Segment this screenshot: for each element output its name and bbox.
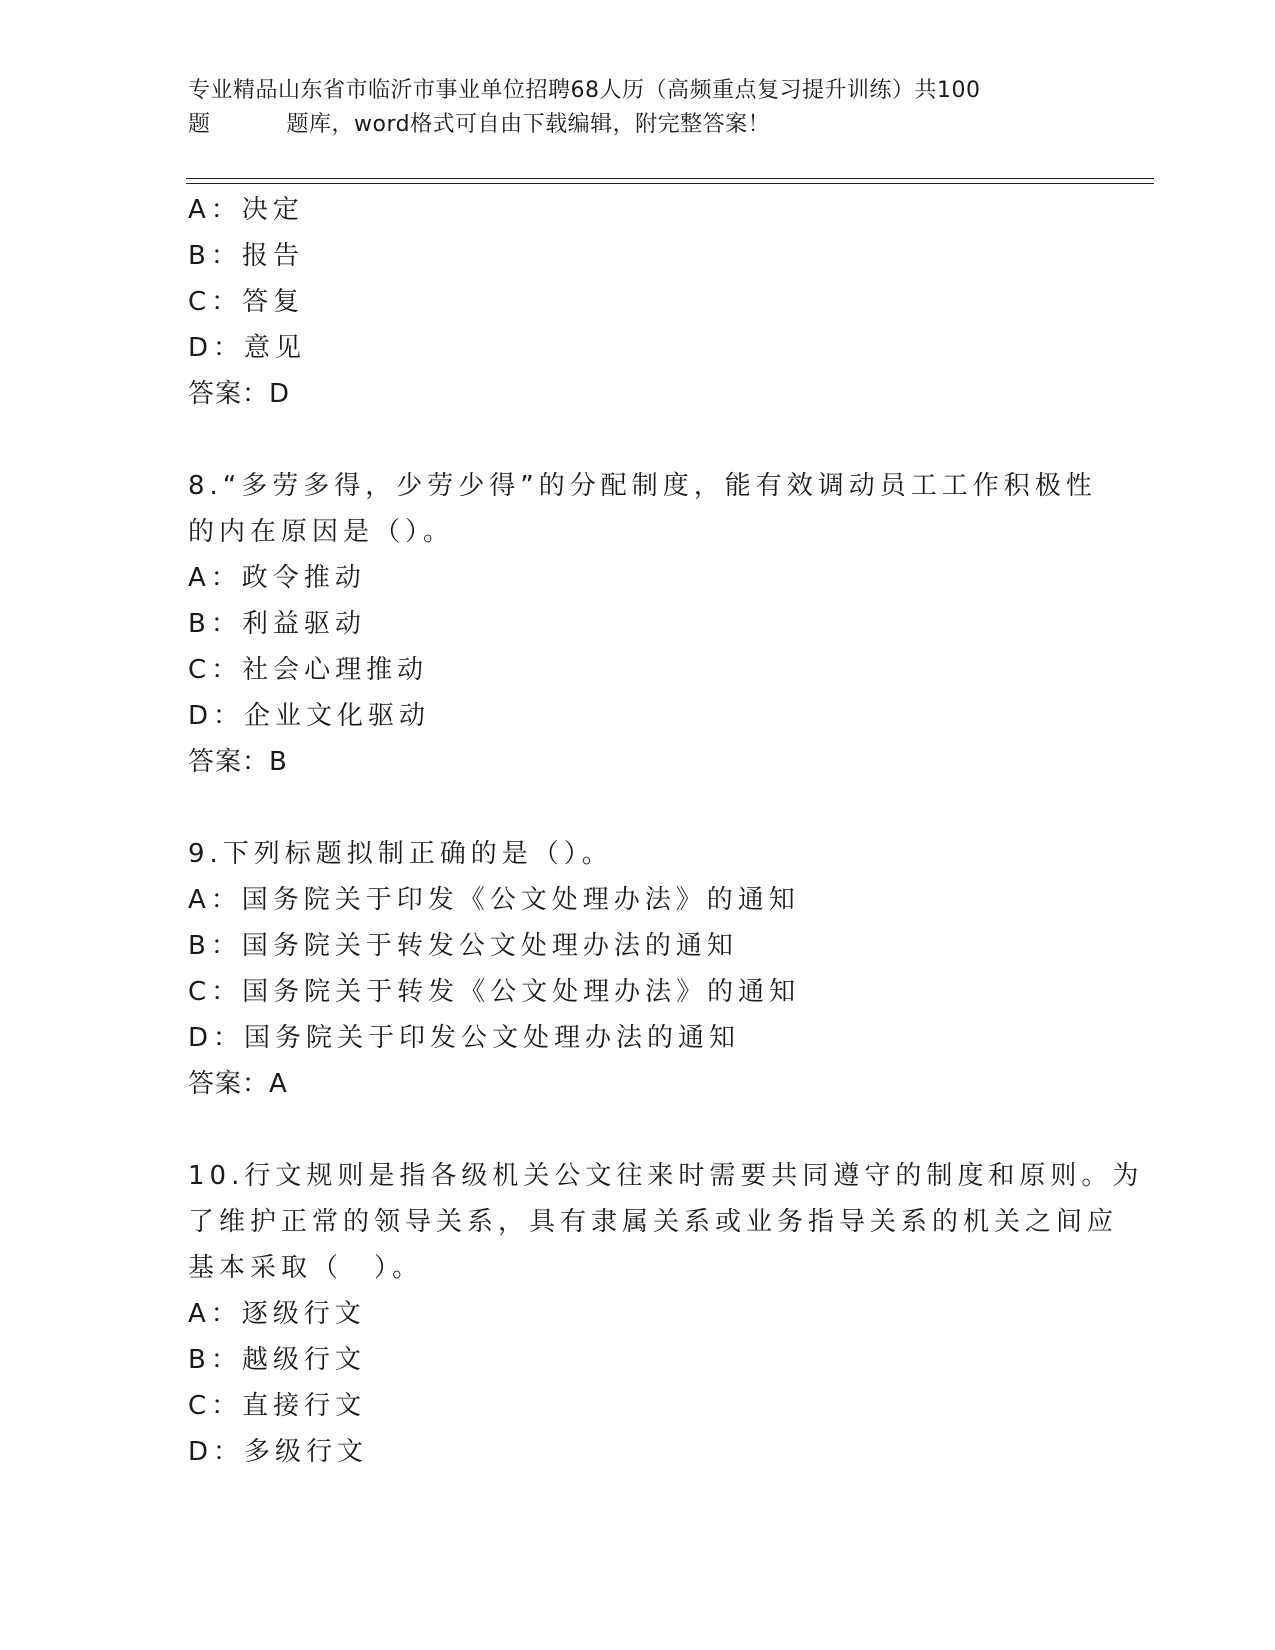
q8-option-b: B：利益驱动 (188, 609, 366, 639)
q10-option-b: B：越级行文 (188, 1345, 366, 1375)
q10-option-c: C：直接行文 (188, 1391, 367, 1421)
header-line-2-start: 题 (188, 112, 211, 137)
q10-stem-line-1: 10.行文规则是指各级机关公文往来时需要共同遵守的制度和原则。为 (188, 1161, 1144, 1191)
q10-option-a: A：逐级行文 (188, 1299, 366, 1329)
q10-stem-line-2: 了维护正常的领导关系，具有隶属关系或业务指导关系的机关之间应 (188, 1207, 1119, 1237)
q9-option-d: D：国务院关于印发公文处理办法的通知 (188, 1023, 741, 1053)
q7-option-d: D：意见 (188, 333, 307, 363)
question-content (188, 187, 1144, 1475)
header-line-2-rest: 题库，word格式可自由下载编辑，附完整答案！ (286, 112, 771, 137)
q8-stem-line-2: 的内在原因是（）。 (188, 517, 455, 547)
header-line-2 (188, 108, 1068, 142)
q7-option-c: C：答复 (188, 287, 305, 317)
q7-option-b: B：报告 (188, 241, 304, 271)
q9-option-a: A：国务院关于印发《公文处理办法》的通知 (188, 885, 800, 915)
header-divider-bottom (186, 183, 1154, 184)
q8-option-d: D：企业文化驱动 (188, 701, 431, 731)
q7-option-a: A：决定 (188, 195, 304, 225)
document-header (188, 74, 1068, 142)
q8-stem-line-1: 8.“多劳多得，少劳少得”的分配制度，能有效调动员工工作积极性 (188, 471, 1097, 501)
q9-answer: 答案：A (188, 1069, 288, 1099)
q8-option-c: C：社会心理推动 (188, 655, 429, 685)
q8-answer: 答案：B (188, 747, 288, 777)
q7-answer: 答案：D (188, 379, 291, 409)
q9-option-b: B：国务院关于转发公文处理办法的通知 (188, 931, 738, 961)
q9-option-c: C：国务院关于转发《公文处理办法》的通知 (188, 977, 801, 1007)
header-divider-top (186, 178, 1154, 179)
header-line-1: 专业精品山东省市临沂市事业单位招聘68人历（高频重点复习提升训练）共100 (188, 78, 981, 103)
q10-option-d: D：多级行文 (188, 1437, 369, 1467)
q10-stem-line-3: 基本采取（ ）。 (188, 1253, 424, 1283)
q8-option-a: A：政令推动 (188, 563, 366, 593)
q9-stem-line-1: 9.下列标题拟制正确的是（）。 (188, 839, 613, 869)
